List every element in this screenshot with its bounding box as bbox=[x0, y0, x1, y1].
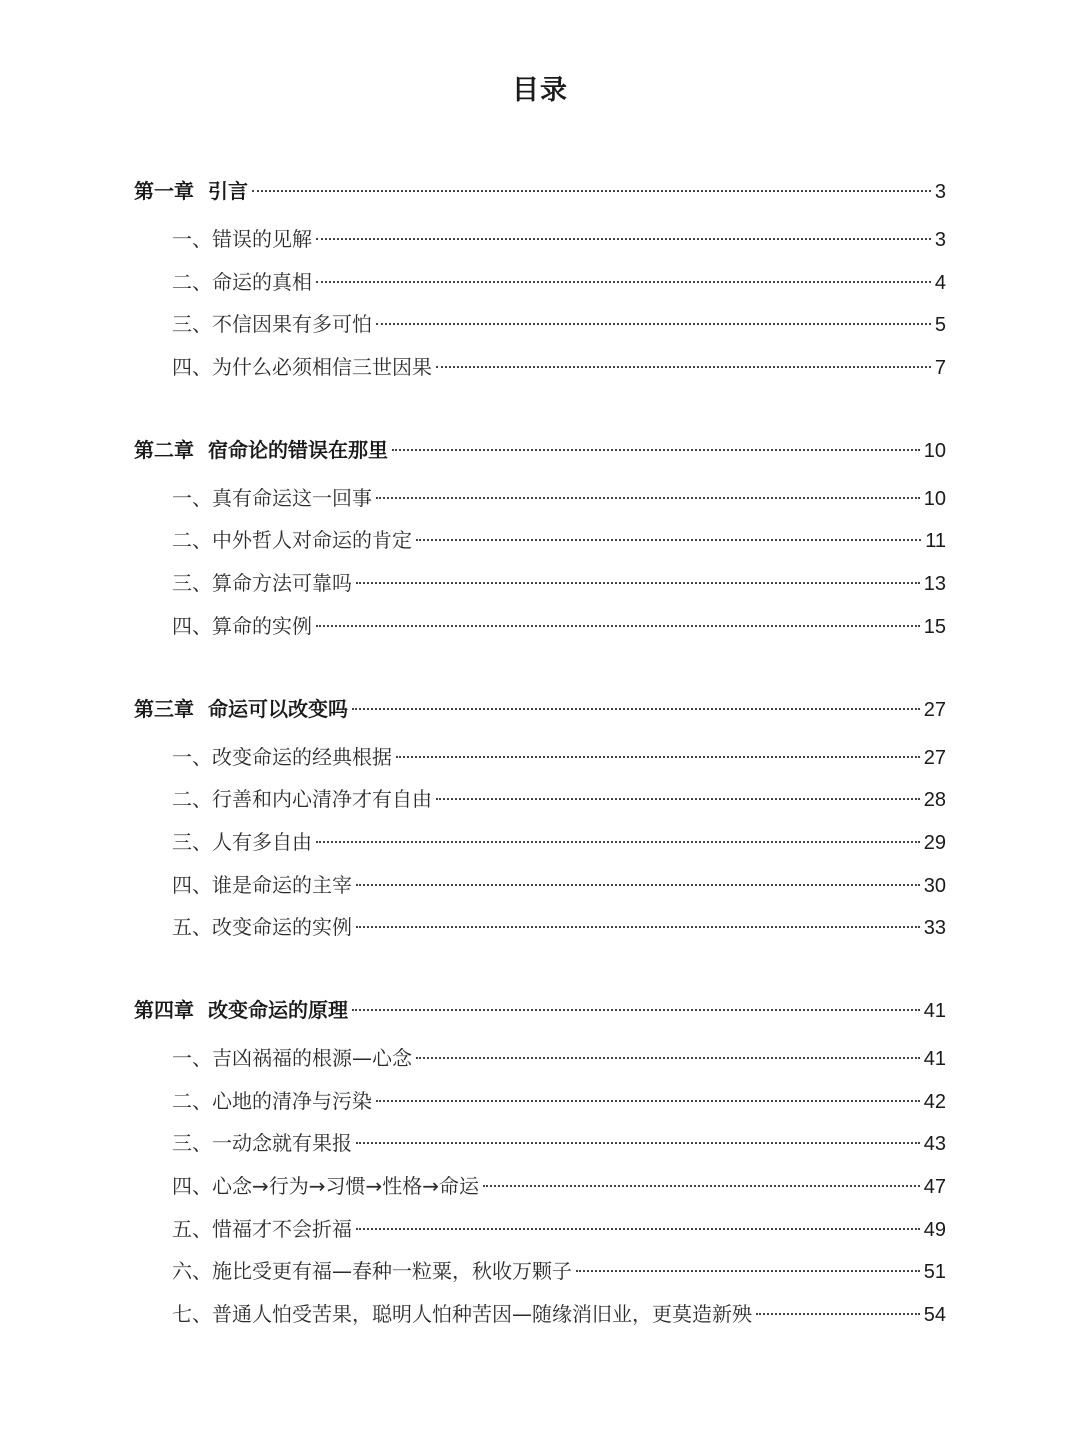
toc-entry[interactable] bbox=[134, 605, 946, 648]
entry-label: 一、错误的见解 bbox=[172, 227, 312, 251]
chapter-title: 改变命运的原理 bbox=[208, 997, 348, 1022]
table-of-contents bbox=[134, 168, 946, 1374]
page-number: 27 bbox=[923, 746, 946, 769]
page-number: 7 bbox=[934, 357, 946, 380]
entry-label: 五、改变命运的实例 bbox=[172, 915, 352, 940]
dot-leader bbox=[356, 1142, 920, 1144]
page-number: 43 bbox=[923, 1133, 946, 1156]
page-number: 4 bbox=[934, 271, 946, 294]
chapter-number: 第四章 bbox=[134, 997, 194, 1022]
dot-leader bbox=[376, 497, 920, 499]
toc-entry[interactable] bbox=[134, 303, 946, 346]
entry-label: 三、一动念就有果报 bbox=[172, 1131, 352, 1156]
toc-entry[interactable] bbox=[134, 864, 946, 907]
page-number: 54 bbox=[923, 1304, 946, 1327]
dot-leader bbox=[416, 1057, 920, 1059]
page-number: 28 bbox=[923, 789, 946, 812]
dot-leader bbox=[756, 1313, 920, 1315]
toc-entry[interactable] bbox=[134, 1208, 946, 1251]
toc-entry[interactable] bbox=[134, 218, 946, 261]
chapter-title: 命运可以改变吗 bbox=[208, 696, 348, 721]
entry-label: 二、心地的清净与污染 bbox=[172, 1088, 372, 1113]
toc-entry[interactable] bbox=[134, 778, 946, 821]
dot-leader bbox=[356, 926, 920, 928]
toc-entry[interactable] bbox=[134, 1080, 946, 1123]
page-title: 目录 bbox=[512, 75, 568, 106]
dot-leader bbox=[483, 1185, 920, 1187]
dot-leader bbox=[376, 323, 931, 325]
chapter-4 bbox=[134, 987, 946, 1336]
chapter-number: 第一章 bbox=[134, 179, 194, 203]
dot-leader bbox=[356, 582, 920, 584]
entry-label: 四、心念→行为→习惯→性格→命运 bbox=[172, 1174, 480, 1198]
page-number: 30 bbox=[923, 874, 946, 897]
entry-label: 一、改变命运的经典根据 bbox=[172, 744, 392, 769]
dot-leader bbox=[416, 539, 921, 541]
entry-label: 二、命运的真相 bbox=[172, 269, 312, 294]
dot-leader bbox=[316, 238, 931, 240]
entry-label: 六、施比受更有福—春种一粒粟，秋收万颗子 bbox=[172, 1259, 572, 1284]
dot-leader bbox=[436, 366, 931, 368]
entry-label: 二、行善和内心清净才有自由 bbox=[172, 787, 432, 812]
dot-leader bbox=[316, 625, 920, 627]
toc-entry[interactable] bbox=[134, 906, 946, 949]
dot-leader bbox=[316, 841, 920, 843]
toc-entry[interactable] bbox=[134, 562, 946, 605]
chapter-3 bbox=[134, 686, 946, 949]
page-number: 47 bbox=[923, 1176, 946, 1198]
dot-leader bbox=[376, 1100, 920, 1102]
dot-leader bbox=[352, 1009, 920, 1011]
page-number: 27 bbox=[923, 698, 946, 721]
toc-entry[interactable] bbox=[134, 1165, 946, 1208]
entry-label: 三、算命方法可靠吗 bbox=[172, 571, 352, 596]
dot-leader bbox=[392, 449, 920, 451]
dot-leader bbox=[356, 1228, 920, 1230]
chapter-title: 宿命论的错误在那里 bbox=[208, 437, 388, 462]
toc-entry[interactable] bbox=[134, 346, 946, 389]
toc-entry[interactable] bbox=[134, 1122, 946, 1165]
chapter-2 bbox=[134, 427, 946, 648]
chapter-heading[interactable] bbox=[134, 168, 946, 214]
toc-entry[interactable] bbox=[134, 261, 946, 304]
page-number: 3 bbox=[934, 229, 946, 251]
entry-label: 四、谁是命运的主宰 bbox=[172, 872, 352, 897]
entry-label: 五、惜福才不会折福 bbox=[172, 1216, 352, 1241]
dot-leader bbox=[356, 884, 920, 886]
dot-leader bbox=[396, 756, 920, 758]
toc-entry[interactable] bbox=[134, 519, 946, 562]
page-number: 5 bbox=[934, 314, 946, 337]
entry-label: 二、中外哲人对命运的肯定 bbox=[172, 528, 412, 553]
chapter-heading[interactable] bbox=[134, 427, 946, 473]
page-number: 3 bbox=[934, 181, 946, 203]
entry-label: 七、普通人怕受苦果，聪明人怕种苦因—随缘消旧业，更莫造新殃 bbox=[172, 1302, 752, 1327]
entry-label: 三、不信因果有多可怕 bbox=[172, 312, 372, 337]
page-number: 11 bbox=[925, 530, 946, 553]
chapter-title: 引言 bbox=[208, 179, 248, 203]
page-number: 13 bbox=[923, 573, 946, 596]
entry-label: 四、算命的实例 bbox=[172, 613, 312, 638]
toc-entry[interactable] bbox=[134, 1250, 946, 1293]
page-number: 15 bbox=[923, 615, 946, 638]
entry-label: 一、吉凶祸福的根源—心念 bbox=[172, 1045, 412, 1070]
page-number: 10 bbox=[923, 487, 946, 510]
dot-leader bbox=[316, 281, 931, 283]
dot-leader bbox=[576, 1270, 920, 1272]
toc-entry[interactable] bbox=[134, 477, 946, 520]
entry-label: 三、人有多自由 bbox=[172, 829, 312, 854]
page-number: 41 bbox=[923, 999, 946, 1022]
page-number: 49 bbox=[923, 1218, 946, 1241]
dot-leader bbox=[252, 190, 931, 192]
page-number: 29 bbox=[923, 831, 946, 854]
entry-label: 四、为什么必须相信三世因果 bbox=[172, 355, 432, 380]
chapter-heading[interactable] bbox=[134, 686, 946, 732]
chapter-heading[interactable] bbox=[134, 987, 946, 1033]
page-number: 41 bbox=[923, 1047, 946, 1070]
page-number: 10 bbox=[923, 439, 946, 462]
dot-leader bbox=[436, 798, 920, 800]
toc-entry[interactable] bbox=[134, 1037, 946, 1080]
page-number: 33 bbox=[923, 917, 946, 940]
toc-entry[interactable] bbox=[134, 821, 946, 864]
dot-leader bbox=[352, 708, 920, 710]
chapter-number: 第二章 bbox=[134, 437, 194, 462]
toc-entry[interactable] bbox=[134, 736, 946, 779]
page-number: 51 bbox=[923, 1261, 946, 1284]
chapter-1 bbox=[134, 168, 946, 389]
chapter-number: 第三章 bbox=[134, 696, 194, 721]
page-number: 42 bbox=[923, 1090, 946, 1113]
toc-entry[interactable] bbox=[134, 1293, 946, 1336]
entry-label: 一、真有命运这一回事 bbox=[172, 485, 372, 510]
